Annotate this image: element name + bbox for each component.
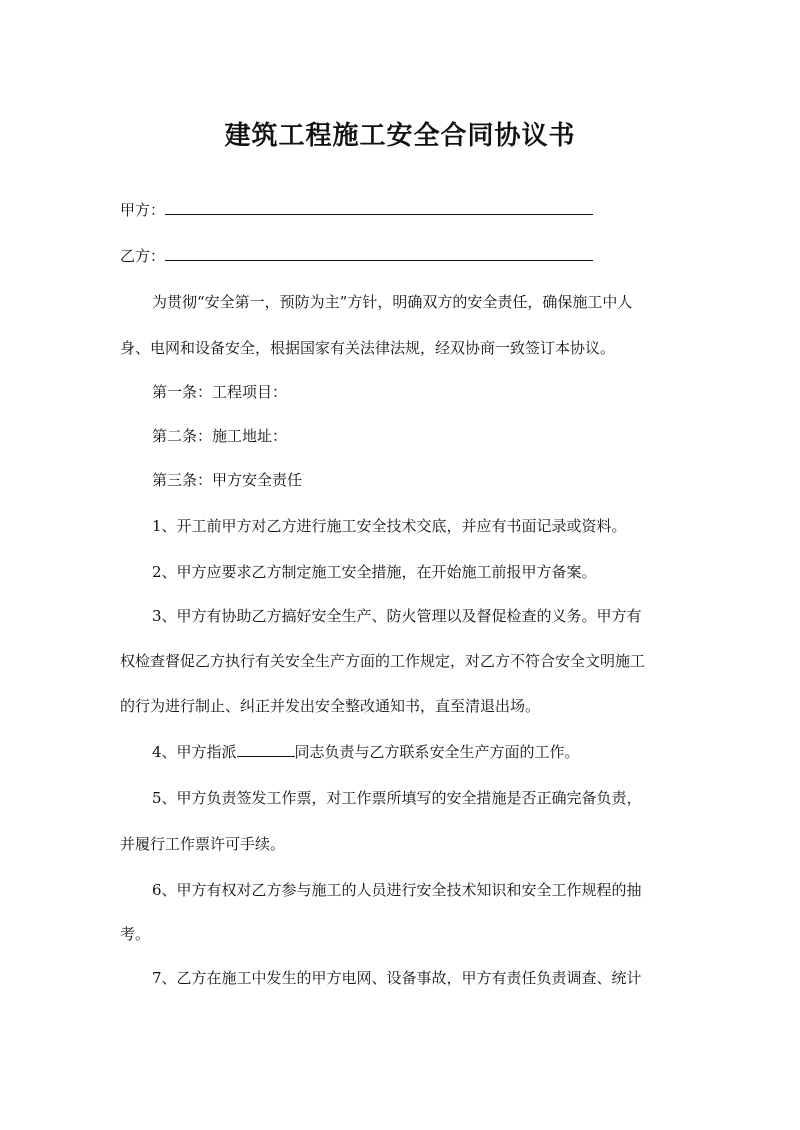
party-b-line	[120, 246, 593, 266]
party-a-label: 甲方：	[120, 201, 166, 219]
item-4-after: 同志负责与乙方联系安全生产方面的工作。	[294, 743, 580, 761]
item-4-blank[interactable]	[237, 742, 295, 757]
item-5-line-1: 5、甲方负责签发工作票，对工作票所填写的安全措施是否正确完备负责，	[152, 789, 642, 807]
document-title: 建筑工程施工安全合同协议书	[224, 121, 576, 151]
article-1: 第一条：工程项目：	[152, 383, 288, 401]
item-6-line-2: 考。	[120, 925, 151, 943]
party-b-blank[interactable]	[165, 246, 593, 261]
item-3-line-1: 3、甲方有协助乙方搞好安全生产、防火管理以及督促检查的义务。甲方有	[152, 607, 642, 625]
article-3: 第三条：甲方安全责任	[152, 471, 303, 489]
item-2: 2、甲方应要求乙方制定施工安全措施，在开始施工前报甲方备案。	[152, 563, 597, 581]
item-1: 1、开工前甲方对乙方进行施工安全技术交底，并应有书面记录或资料。	[152, 517, 627, 535]
article-2: 第二条：施工地址：	[152, 427, 288, 445]
item-3-line-2: 权检查督促乙方执行有关安全生产方面的工作规定，对乙方不符合安全文明施工	[120, 652, 646, 670]
item-5-line-2: 并履行工作票许可手续。	[120, 835, 286, 853]
intro-line-2: 身、电网和设备安全，根据国家有关法律法规，经双协商一致签订本协议。	[120, 339, 616, 357]
item-7-line-1: 7、乙方在施工中发生的甲方电网、设备事故，甲方有责任负责调查、统计	[152, 969, 642, 987]
item-3-line-3: 的行为进行制止、纠正并发出安全整改通知书，直至清退出场。	[120, 697, 541, 715]
party-a-blank[interactable]	[165, 200, 593, 215]
intro-line-1: 为贯彻“安全第一，预防为主”方针，明确双方的安全责任，确保施工中人	[152, 293, 633, 311]
party-a-line	[120, 200, 593, 220]
party-b-label: 乙方：	[120, 247, 166, 265]
item-6-line-1: 6、甲方有权对乙方参与施工的人员进行安全技术知识和安全工作规程的抽	[152, 881, 642, 899]
item-4	[152, 742, 580, 762]
item-4-before: 4、甲方指派	[152, 743, 237, 761]
